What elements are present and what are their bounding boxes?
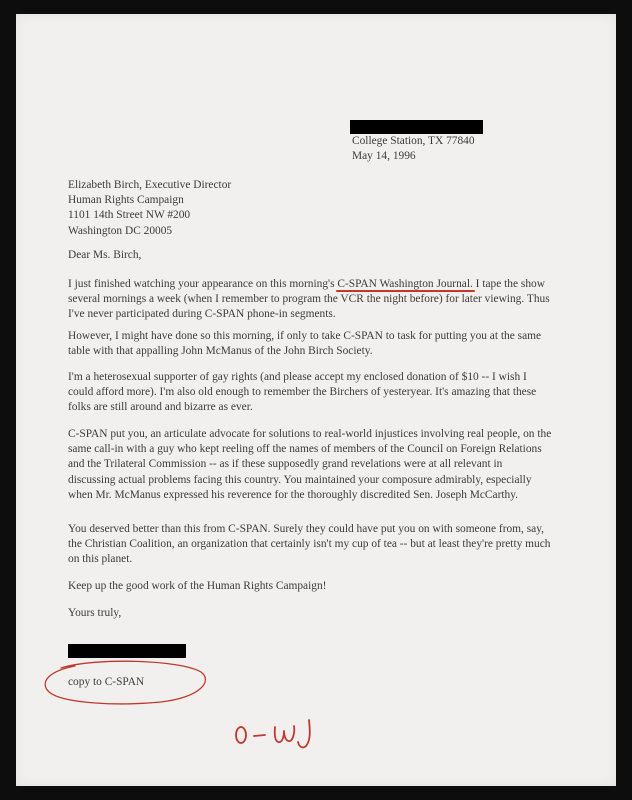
copy-notation: copy to C-SPAN: [68, 676, 145, 688]
letter-date: May 14, 1996: [352, 150, 416, 163]
paragraph-1: [68, 277, 552, 323]
underlined-program-name: C-SPAN Washington Journal.: [337, 278, 473, 290]
paragraph-6: Keep up the good work of the Human Rights Campaign!: [68, 580, 327, 592]
paragraph-2: However, I might have done so this morning, if only to take C-SPAN to task for putting you at the same table with that appalling John McManus of the John Birch Society.: [68, 330, 542, 358]
sender-address: [352, 134, 475, 164]
redacted-sender-name: [350, 120, 483, 134]
closing: Yours truly,: [68, 607, 122, 619]
recipient-address: [68, 178, 231, 239]
letter-page: [16, 14, 616, 786]
paragraph-3: I'm a heterosexual supporter of gay rights (and please accept my enclosed donation of $10 -- I wish I could afford more). I'm also old enough to remember the Birchers of yesteryear. It's amazing that these folks are still around and bizarre as ever.: [68, 371, 537, 414]
recipient-organization: Human Rights Campaign: [68, 194, 184, 207]
paragraph-1-intro: I just finished watching your appearance on this morning's: [68, 278, 338, 290]
recipient-street: 1101 14th Street NW #200: [68, 209, 191, 222]
recipient-name-title: Elizabeth Birch, Executive Director: [68, 179, 232, 191]
recipient-city: Washington DC 20005: [68, 224, 173, 237]
paragraph-5: You deserved better than this from C-SPAN. Surely they could have put you on with someone from, say, the Christian Coalition, an organization that certainly isn't my cup of tea -- but at least they're pretty much on this planet.: [68, 523, 551, 566]
paragraph-1-rest: I tape the show several mornings a week (when I remember to program the VCR the night before) for later viewing. Thus I've never participated during C-SPAN phone-in segments.: [68, 278, 550, 321]
sender-city-line: College Station, TX 77840: [352, 135, 475, 147]
paragraph-4: C-SPAN put you, an articulate advocate for solutions to real-world injustices involving real people, on the same call-in with a guy who kept reeling off the names of members of the Council on Foreign Relations and the Trilateral Commission -- as if these supposedly grand revelations were at all relevant in discussing actual problems facing this country. You maintained your composure admirably, especially when Mr. McManus expressed his reverence for the thoroughly discredited Sen. Joseph McCarthy.: [68, 428, 552, 501]
redacted-signature: [68, 644, 186, 658]
salutation: Dear Ms. Birch,: [68, 249, 142, 261]
handwritten-note: [229, 714, 325, 754]
